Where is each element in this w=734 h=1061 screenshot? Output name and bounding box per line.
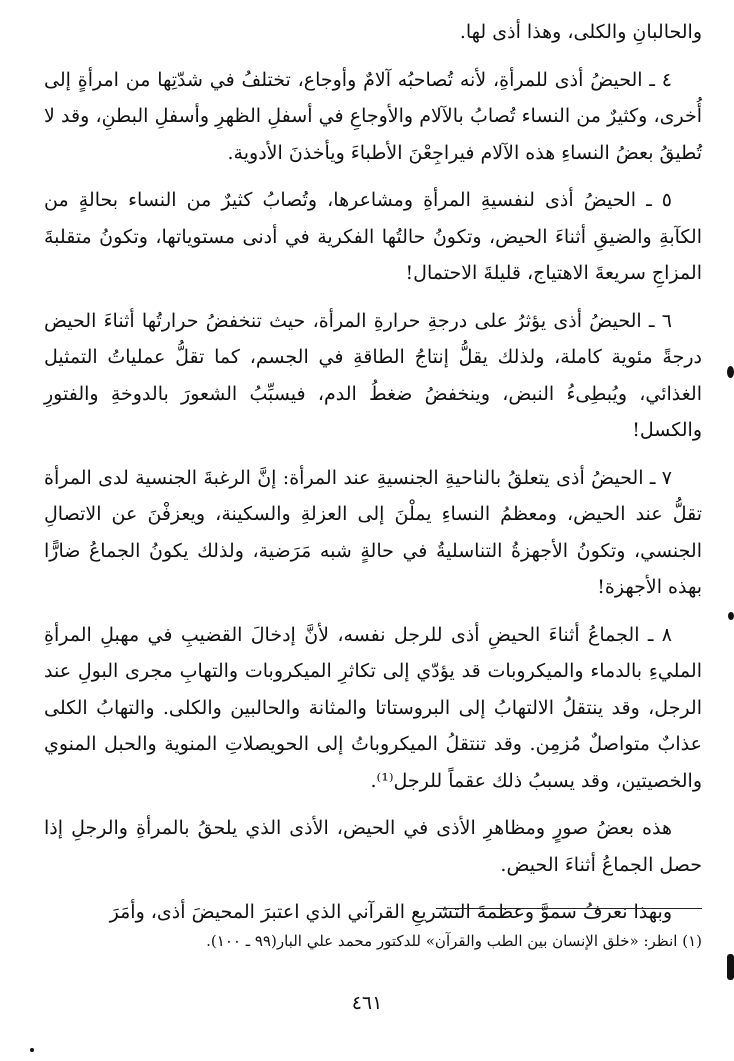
paragraph-summary: هذه بعضُ صورٍ ومظاهرِ الأذى في الحيض، الأذى الذي يلحقُ بالمرأةِ والرجلِ إذا حصل الجماعُ أثناءَ الحيض. (44, 817, 702, 876)
footnote: (١) انظر: «خلق الإنسان بين الطب والقرآن» للدكتور محمد علي البار(٩٩ ـ ١٠٠). (206, 932, 702, 950)
scan-mark (727, 366, 734, 378)
paragraph-item-5: ٥ ـ الحيضُ أذى لنفسيةِ المرأةِ ومشاعرها، وتُصابُ كثيرٌ من النساء بحالةٍ من الكآبةِ والضيقِ أثناءَ الحيض، وتكونُ حالتُها الفكرية في أدنى مستوياتها، وتكونُ متقلبةَ المزاجِ سريعةَ الاهتياج، قليلةَ الاحتمال! (44, 189, 702, 284)
paragraph-item-8: ٨ ـ الجماعُ أثناءَ الحيضِ أذى للرجل نفسه، لأنَّ إدخالَ القضيبِ في مهبلِ المرأةِ المليءِ بالدماء والميكروبات قد يؤدّي إلى تكاثرِ الميكروبات والتهابِ مجرى البولِ عند الرجل، وقد ينتقلُ الالتهابُ إلى البروستاتا والمثانة والحالبين والكلى. والتهابُ الكلى عذابٌ متواصلٌ مُزمِن. وقد تنتقلُ الميكروباتُ إلى الحويصلاتِ المنوية والحبل المنوي والخصيتين، وقد يسببُ ذلك عقماً للرجل⁽¹⁾. (44, 623, 702, 792)
paragraph-item-7: ٧ ـ الحيضُ أذى يتعلقُ بالناحيةِ الجنسيةِ عند المرأة: إنَّ الرغبةَ الجنسية لدى المرأة تقلُّ عند الحيض، ومعظمُ النساءِ يملْنَ إلى العزلةِ والسكينة، ويعزفْنَ عن الاتصالِ الجنسي، وتكونُ الأجهزةُ التناسليةُ في حالةٍ شبه مَرَضية، ولذلك يكونُ الجماعُ ضارًّا بهذه الأجهزة! (44, 466, 702, 598)
paragraph-item-4: ٤ ـ الحيضُ أذى للمرأةِ، لأنه تُصاحبُه آلامٌ وأوجاع، تختلفُ في شدّتِها من امرأةٍ إلى أُخرى، وكثيرٌ من النساء تُصابُ بالآلام والأوجاعِ في أسفلِ الظهرِ وأسفلِ البطنِ، وقد لا تُطيقُ بعضُ النساءِ هذه الآلام فيراجِعْنَ الأطباءَ ويأخذنَ الأدوية. (44, 68, 702, 164)
paragraph-continuation: والحالبانِ والكلى، وهذا أذى لها. (459, 21, 702, 43)
scan-mark (30, 1048, 34, 1052)
page-body (44, 14, 702, 942)
scan-mark (728, 612, 734, 620)
scan-mark (727, 954, 734, 980)
page-number: ٤٦١ (351, 992, 383, 1014)
footnote-separator (436, 908, 702, 909)
paragraph-item-6: ٦ ـ الحيضُ أذى يؤثرُ على درجةِ حرارةِ المرأة، حيث تنخفضُ حرارتُها أثناءَ الحيض درجةً مئوية كاملة، ولذلك يقلُّ إنتاجُ الطاقةِ في الجسم، كما تقلُّ عملياتُ التمثيل الغذائي، ويُبطِىءُ النبض، وينخفضُ ضغطُ الدم، فيسبِّبُ الشعورَ بالدوخةِ والفتورِ والكسل! (44, 309, 702, 441)
paragraph-conclusion: وبهذا نعرفُ سموَّ وعظمةَ التشريعِ القرآني الذي اعتبرَ المحيضَ أذى، وأمَرَ (109, 901, 672, 923)
